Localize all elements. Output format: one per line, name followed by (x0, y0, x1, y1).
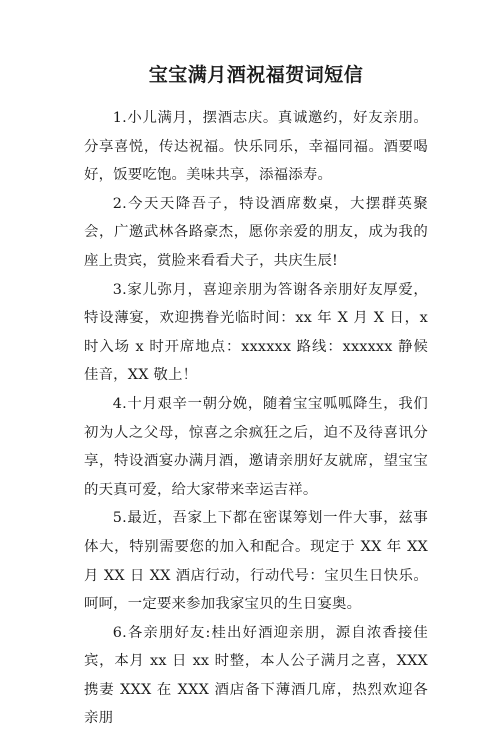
paragraph-1: 1.小儿满月，摆酒志庆。真诚邀约，好友亲朋。分享喜悦，传达祝福。快乐同乐，幸福同福。酒要喝好，饭要吃饱。美味共享，添福添寿。 (84, 110, 428, 184)
paragraph-3: 3.家儿弥月，喜迎亲朋为答谢各亲朋好友厚爱，特设薄宴，欢迎携眷光临时间：xx 年 X 月 X 日，x 时入场 x 时开席地点：xxxxxx 路线：xxxxxx 静候佳音，XX 敬上！ (84, 281, 428, 384)
paragraph-4: 4.十月艰辛一朝分娩，随着宝宝呱呱降生，我们初为人之父母，惊喜之余疯狂之后，迫不及待喜讯分享，特设酒宴办满月酒，邀请亲朋好友就席，望宝宝的天真可爱，给大家带来幸运吉祥。 (84, 395, 428, 498)
paragraph-6: 6.各亲朋好友:桂出好酒迎亲朋，源自浓香接佳宾，本月 xx 日 xx 时整，本人公子满月之喜，XXX 携妻 XXX 在 XXX 酒店备下薄酒几席，热烈欢迎各亲朋 (84, 624, 428, 727)
paragraph-2: 2.今天天降吾子，特设酒席数桌，大摆群英聚会，广邀武林各路豪杰，愿你亲爱的朋友，成为我的座上贵宾，赏脸来看看犬子，共庆生辰! (84, 195, 428, 269)
document-title: 宝宝满月酒祝福贺词短信 (148, 64, 364, 86)
paragraph-5: 5.最近，吾家上下都在密谋筹划一件大事，兹事体大，特别需要您的加入和配合。现定于 XX 年 XX 月 XX 日 XX 酒店行动，行动代号：宝贝生日快乐。呵呵，一定要来参加我家宝贝的生日宴奥。 (84, 510, 428, 613)
